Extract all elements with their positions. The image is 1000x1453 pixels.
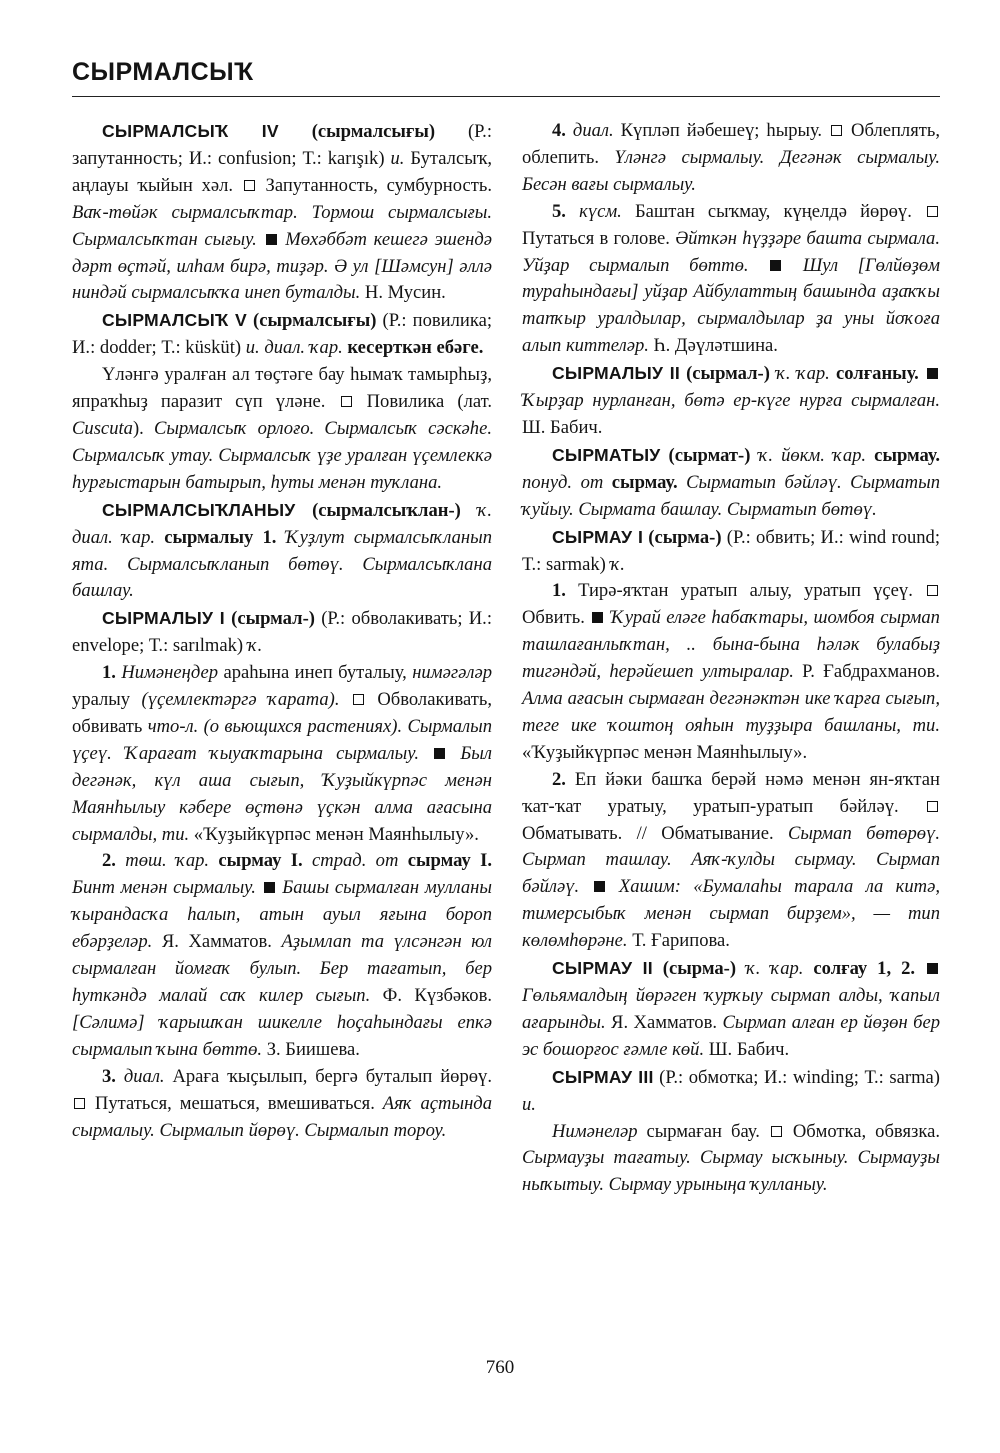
entry-syrmau-iii: СЫРМАУ III (Р.: обмотка; И.: winding; Т.: sarma) и. [522, 1066, 941, 1115]
entry-syrmau-i: СЫРМАУ I (сырма-) (Р.: обвить; И.: wind round; Т.: sarmak) ҡ. [522, 526, 940, 575]
headword: СЫРМАЛЫУ II [552, 363, 680, 384]
sense-1: 1. Тирә-яҡтан уратып алыу, уратып үҫеү. Обвить. Ҡурай еләге һабаҡтары, шомбоя сырмап ташлағанлыҡтан, .. бына-бына һәләк булабыҙ тигәндәй, һерәйешеп ултыралар. Р. Ғабдрахманов. Алма ағасын сырмаған дегәнәктән ике ҡарға сығып, теге ике ҡоштоң ояһын туҙҙыра башланы, ти. «Ҡуҙыйкүрпәс менән Маянһылыу». [522, 580, 940, 763]
definition-paragraph: Үләнгә уралған ал төҫтәге бау һымаҡ тамырһыҙ, япраҡһыҙ паразит сүп үләне. Повилика (лат. Cuscuta). Сырмалсыҡ орлоғо. Сырмалсыҡ сәскәһе. Сырмалсыҡ утау. Сырмалсыҡ үҙе уралған үҫемлеккә һурғыстарын батырып, һуты менән туҡлана. [72, 364, 492, 493]
open-square-icon [244, 180, 255, 191]
open-square-icon [353, 694, 364, 705]
sense-4: 4. диал. Күпләп йәбешеү; һырыу. Облеплять, облепить. Үләнгә сырмалыу. Дегәнәк сырмалыу. Бесән вағы сырмалыу. [522, 120, 941, 195]
definition-paragraph: Нимәнеләр сырмаған бау. Обмотка, обвязка. Сырмауҙы тағатыу. Сырмау ысҡыныу. Сырмауҙы ныҡытыу. Сырмау урыныңа ҡулланыу. [522, 1120, 941, 1196]
open-square-icon [831, 125, 842, 136]
open-square-icon [927, 585, 938, 596]
headword: СЫРМАЛСЫҠ V [102, 310, 247, 331]
headword: СЫРМАЛЫУ I [102, 608, 225, 629]
filled-square-icon [434, 748, 445, 759]
headword: СЫРМАУ I [552, 526, 644, 547]
headword: СЫРМАУ III [552, 1066, 654, 1087]
headword: СЫРМАЛСЫҠЛАНЫУ [102, 499, 296, 520]
sense-3: 3. диал. Араға ҡыҫылып, бергә буталып йөрөү. Путаться, мешаться, вмешиваться. Аяҡ аҫтында сырмалыу. Сырмалып йөрөү. Сырмалып тороу. [72, 1065, 492, 1141]
entry-syrmalsyk-iv: СЫРМАЛСЫҠ IV (сырмалсығы) (Р.: запутанность; И.: confusion; Т.: karışık) и. Буталсыҡ, аңлауы ҡыйын хәл. Запутанность, сумбурность. Ваҡ-төйәк сырмалсыҡтар. Тормош сырмалсығы. Сырмалсыҡтан сығыу. Мөхәббәт кешегә эшендә дәрт өҫтәй, илһам бирә, тиҙәр. Ә ул [Шәмсун] әллә ниндәй сырмалсыҡҡа инеп буталды. Н. Мусин. [72, 121, 492, 304]
headword: СЫРМАТЫУ [552, 444, 661, 465]
page-number: 760 [485, 1357, 515, 1378]
filled-square-icon [927, 368, 938, 379]
headword: СЫРМАУ II [552, 958, 653, 979]
filled-square-icon [592, 612, 603, 623]
entry-syrmatyu: СЫРМАТЫУ (сырмат-) ҡ. йөкм. ҡар. сырмау. понуд. от сырмау. Сырматып бәйләү. Сырматып ҡуйыу. Сырмата башлау. Сырматып бөтөү. [522, 444, 941, 520]
entry-syrmalsyk-v: СЫРМАЛСЫҠ V (сырмалсығы) (Р.: повилика; И.: dodder; Т.: küsküt) и. диал. ҡар. кесерткән ебәге. [72, 310, 493, 359]
filled-square-icon [266, 234, 277, 245]
entry-syrmalsyklanyu: СЫРМАЛСЫҠЛАНЫУ (сырмалсыҡлан-) ҡ. диал. ҡар. сырмалыу 1. Ҡуҙлут сырмалсыҡланып ята. Сырмалсыҡланып бөтөү. Сырмалсыҡлана башлау. [72, 499, 492, 602]
running-header: СЫРМАЛСЫҠ [72, 58, 254, 86]
filled-square-icon [594, 881, 605, 892]
right-column [522, 118, 940, 1199]
open-square-icon [927, 206, 938, 217]
filled-square-icon [264, 882, 275, 893]
open-square-icon [771, 1126, 782, 1137]
open-square-icon [341, 396, 352, 407]
sense-1: 1. Нимәнеңдер араһына инеп буталыу, нимәгәләр уралыу (үҫемлектәргә ҡарата). Обволакивать, обвивать что-л. (о вьющихся растениях). Сырмалып үҫеү. Ҡарағат ҡыуаҡтарына сырмалыу. Был дегәнәк, күл аша сығып, Ҡуҙыйкүрпәс менән Маянһылыу кәбере өҫтөнә үҫкән алма ағасына сырмалды, ти. «Ҡуҙыйкүрпәс менән Маянһылыу». [72, 662, 492, 845]
sense-5: 5. күсм. Баштан сыҡмау, күңелдә йөрөү. Путаться в голове. Әйткән һүҙҙәре башта сырмала. Уйҙар сырмалып бөттө. Шул [Гөлйөҙөм тураһындағы] уйҙар Айбулаттың башында аҙаҡҡы тапҡыр уралдылар, сырмалдылар ҙа уны йоҡоға алып киттеләр. Һ. Дәүләтшина. [522, 200, 940, 357]
entry-syrmalyu-ii: СЫРМАЛЫУ II (сырмал-) ҡ. ҡар. солғаныу. Ҡырҙар нурланған, бөтә ер-күге нурға сырмалған. Ш. Бабич. [522, 363, 940, 438]
entry-syrmalyu-i: СЫРМАЛЫУ I (сырмал-) (Р.: обволакивать; И.: envelope; Т.: sarılmak) ҡ. [72, 608, 492, 657]
filled-square-icon [770, 260, 781, 271]
open-square-icon [927, 801, 938, 812]
header-rule [72, 96, 940, 97]
headword: СЫРМАЛСЫҠ IV [102, 121, 279, 141]
left-column [72, 118, 492, 1144]
open-square-icon [74, 1098, 85, 1109]
sense-2: 2. төш. ҡар. сырмау I. страд. от сырмау I. Бинт менән сырмалыу. Башы сырмалған мулланы ҡырандасҡа һалып, атын ауыл яғына бороп ебәрҙеләр. Я. Хамматов. Аҙымлап та үлсәнгән юл сырмалған йомғаҡ булып. Бер тағатып, бер һуткәндә малай саҡ килер сығып. Ф. Күзбәков. [Сәлимә] ҡарышҡан шикелле һоҫаһындағы епкә сырмалып ҡына бөттө. З. Биишева. [72, 850, 492, 1060]
filled-square-icon [927, 963, 938, 974]
entry-syrmau-ii: СЫРМАУ II (сырма-) ҡ. ҡар. солғау 1, 2. Гөльямалдың йөрәген ҡурҡыу сырмап алды, ҡапыл ағарынды. Я. Хамматов. Сырмап алған ер йөҙөн бер эс бошорғос ғәмле көй. Ш. Бабич. [522, 958, 940, 1060]
sense-2: 2. Еп йәки башҡа берәй нәмә менән ян-яҡтан ҡат-ҡат уратыу, уратып-уратып бәйләү. Обматывать. // Обматывание. Сырмап бөтөрөү. Сырмап ташлау. Аяҡ-ҡулды сырмау. Сырмап бәйләү. Хашим: «Бумалаһы тарала ла китә, тимерсыбыҡ менән сырмап бирҙем», — тип көлөмһөрәне. Т. Ғарипова. [522, 768, 940, 952]
